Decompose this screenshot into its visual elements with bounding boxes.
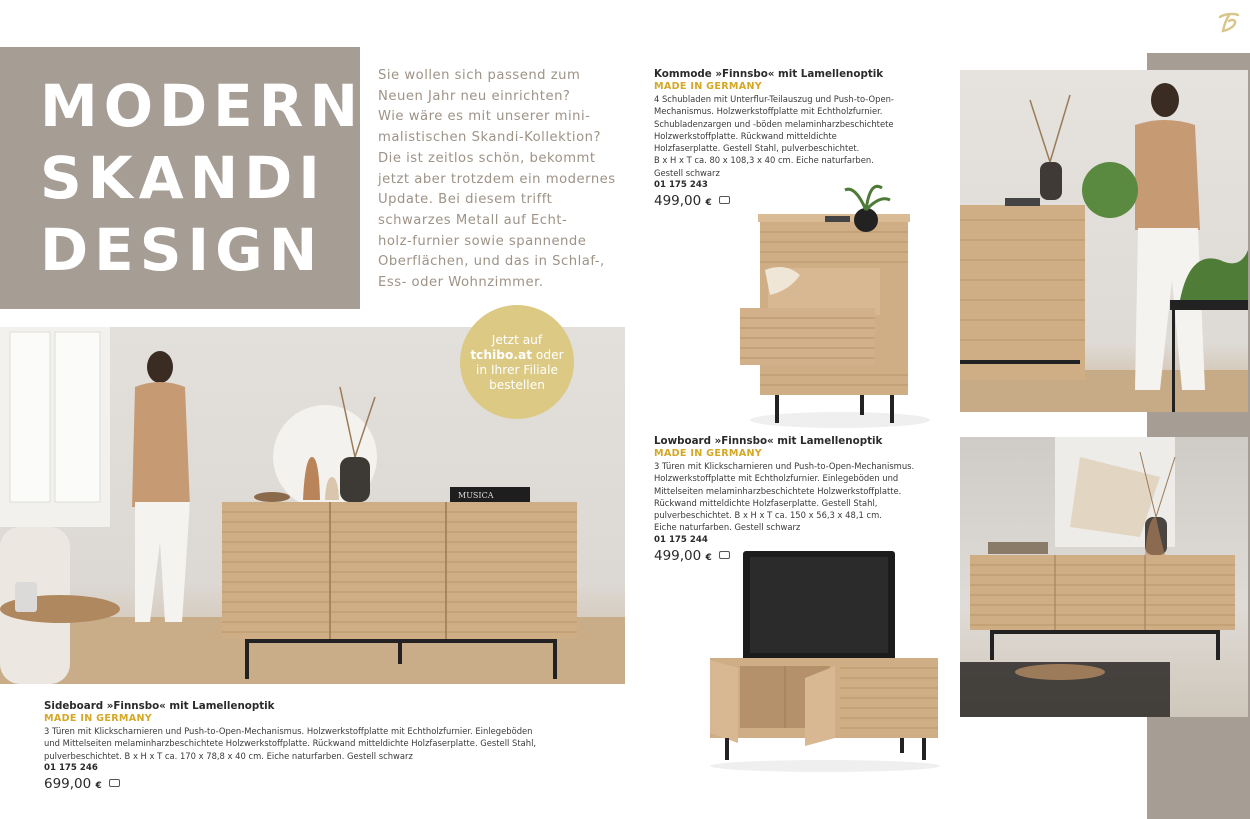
book-label: MUSICA — [458, 491, 494, 500]
description-line: Mechanismus. Holzwerkstoffplatte mit Echtholzfurnier. — [654, 106, 883, 117]
promo-circle[interactable] — [460, 305, 574, 419]
product-name: Sideboard »Finnsbo« mit Lamellenoptik — [44, 700, 275, 712]
product-description — [44, 725, 564, 762]
intro-line: malistischen Skandi-Kollektion? — [378, 130, 602, 146]
description-line: und Mittelseiten melaminharzbeschichtete Holzwerkstoffplatte. Rückwand mitteldichte Holzfaserplatte. Gestell Stahl, — [44, 738, 537, 749]
promo-line: in Ihrer Filiale — [475, 363, 559, 377]
hero-title-line: DESIGN — [40, 216, 324, 284]
description-line: Holzwerkstoffplatte mit Echtholzfurnier. Einlegeböden und — [654, 473, 899, 484]
hero-title — [40, 70, 364, 286]
made-in-badge: MADE IN GERMANY — [654, 448, 763, 459]
intro-line: Update. Bei diesem trifft — [378, 192, 553, 208]
lowboard-scene — [960, 437, 1248, 717]
made-in-badge: MADE IN GERMANY — [654, 81, 763, 92]
lowboard-room-photo — [960, 437, 1248, 717]
description-line: Rückwand mitteldichte Holzfaserplatte. Gestell Stahl, — [654, 497, 878, 508]
description-line: pulverbeschichtet. B x H x T ca. 170 x 78,8 x 40 cm. Eiche naturfarben. Gestell schwarz — [44, 750, 413, 761]
product-price — [654, 193, 944, 209]
price-value: 499,00 — [654, 547, 702, 564]
cart-icon[interactable] — [109, 779, 120, 787]
tchibo-logo — [1214, 8, 1242, 36]
intro-line: Ess- oder Wohnzimmer. — [378, 275, 544, 291]
article-number: 01 175 246 — [44, 762, 98, 773]
currency-symbol: € — [705, 198, 712, 209]
cart-icon[interactable] — [719, 551, 730, 559]
product-description — [654, 460, 944, 534]
currency-symbol: € — [705, 552, 712, 563]
promo-line — [460, 348, 574, 363]
product-name: Kommode »Finnsbo« mit Lamellenoptik — [654, 68, 884, 80]
made-in-badge: MADE IN GERMANY — [44, 713, 153, 724]
cart-icon[interactable] — [719, 196, 730, 204]
promo-line: bestellen — [489, 378, 545, 392]
description-line: Eiche naturfarben. Gestell schwarz — [654, 522, 801, 533]
description-line: 4 Schubladen mit Unterflur-Teilauszug und Push-to-Open- — [654, 94, 894, 104]
promo-text: oder — [532, 348, 564, 362]
description-line: Schubladenzargen und -böden melaminharzbeschichtete — [654, 118, 894, 129]
intro-line: jetzt aber trotzdem ein modernes — [378, 171, 616, 187]
promo-line: Jetzt auf — [491, 333, 543, 347]
product-sideboard — [44, 700, 564, 792]
article-number: 01 175 243 — [654, 180, 708, 191]
intro-line: Die ist zeitlos schön, bekommt — [378, 150, 596, 166]
description-line: Holzfaserplatte. Gestell Stahl, pulverbeschichtet. — [654, 143, 860, 154]
description-line: pulverbeschichtet. B x H x T ca. 150 x 56,3 x 48,1 cm. — [654, 510, 882, 521]
description-line: 3 Türen mit Klickscharnieren und Push-to-Open-Mechanismus. Holzwerkstoffplatte mit Echtholzfurnier. Einlegeböden — [44, 726, 533, 736]
description-line: 3 Türen mit Klickscharnieren und Push-to-Open-Mechanismus. — [654, 461, 915, 471]
product-kommode — [654, 68, 944, 209]
article-number: 01 175 244 — [654, 534, 708, 545]
intro-line: Sie wollen sich passend zum — [378, 68, 581, 83]
price-value: 499,00 — [654, 193, 702, 210]
intro-line: Oberflächen, und das in Schlaf-, — [378, 254, 605, 270]
product-price — [44, 776, 564, 792]
lowboard-product-image — [700, 548, 950, 773]
product-price — [654, 548, 944, 564]
intro-text — [378, 66, 616, 294]
intro-line: Wie wäre es mit unserer mini- — [378, 109, 591, 125]
hero-title-line: SKANDI — [40, 144, 326, 212]
description-line: Gestell schwarz — [654, 167, 720, 178]
kommode-scene — [960, 70, 1248, 412]
product-name: Lowboard »Finnsbo« mit Lamellenoptik — [654, 435, 883, 447]
price-value: 699,00 — [44, 775, 92, 792]
intro-line: schwarzes Metall auf Echt- — [378, 212, 568, 228]
description-line: Holzwerkstoffplatte. Rückwand mitteldichte — [654, 130, 837, 141]
product-description — [654, 93, 944, 179]
description-line: B x H x T ca. 80 x 108,3 x 40 cm. Eiche naturfarben. — [654, 155, 874, 166]
intro-line: holz-furnier sowie spannende — [378, 233, 587, 249]
description-line: Mittelseiten melaminharzbeschichtete Holzwerkstoffplatte. — [654, 485, 902, 496]
intro-line: Neuen Jahr neu einrichten? — [378, 88, 571, 104]
promo-link[interactable]: tchibo.at — [470, 348, 533, 362]
kommode-room-photo — [960, 70, 1248, 412]
hero-title-line: MODERN — [40, 72, 364, 140]
product-lowboard — [654, 435, 944, 564]
currency-symbol: € — [95, 780, 102, 791]
